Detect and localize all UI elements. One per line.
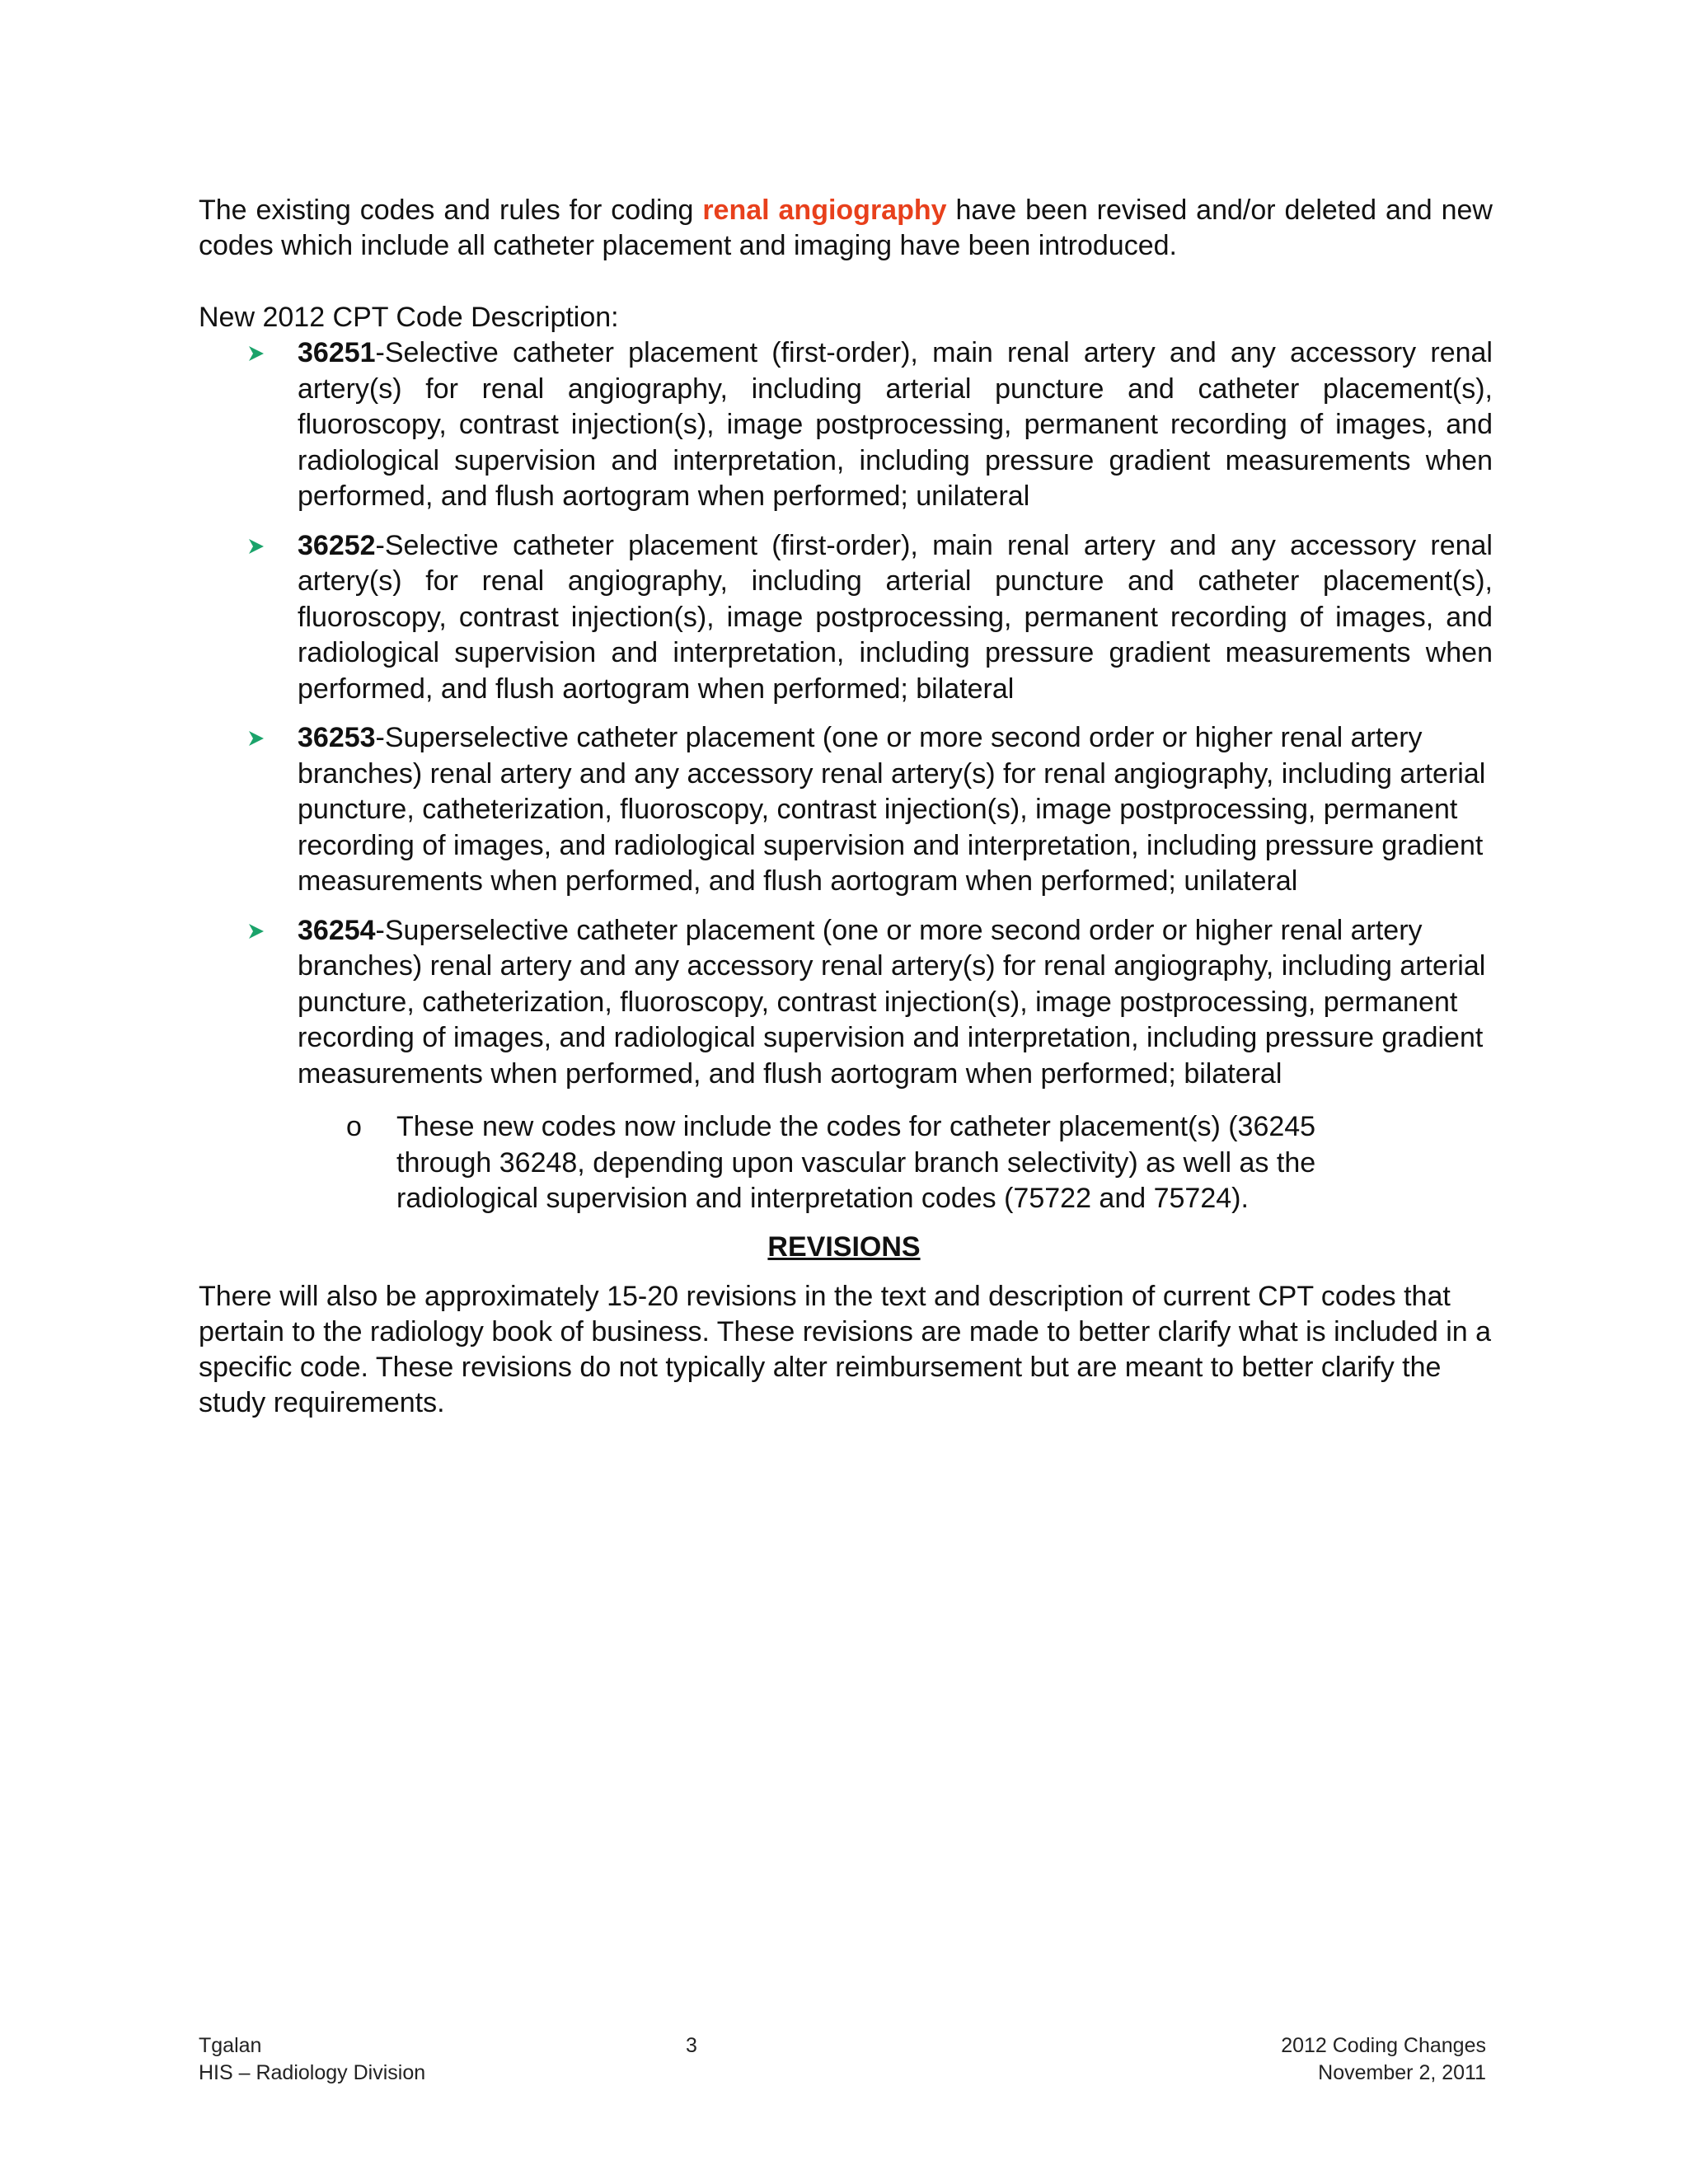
arrow-bullet-icon bbox=[247, 344, 265, 363]
cpt-code-description: -Superselective catheter placement (one or more second order or higher renal artery branches) renal artery and any accessory renal artery(s) for renal angiography, including arterial puncture, catheterization, fluoroscopy, contrast injection(s), image postprocessing, permanent recording of images, and radiological supervision and interpretation, including pressure gradient measurements when performed, and flush aortogram when performed; bilateral bbox=[298, 914, 1486, 1090]
note-list bbox=[346, 1109, 1418, 1217]
footer-left bbox=[199, 2032, 425, 2087]
cpt-code-description: -Superselective catheter placement (one or more second order or higher renal artery branches) renal artery and any accessory renal artery(s) for renal angiography, including arterial puncture, catheterization, fluoroscopy, contrast injection(s), image postprocessing, permanent recording of images, and radiological supervision and interpretation, including pressure gradient measurements when performed, and flush aortogram when performed; unilateral bbox=[298, 722, 1486, 897]
intro-highlight: renal angiography bbox=[702, 194, 947, 226]
note-text: These new codes now include the codes for catheter placement(s) (36245 through 36248, depending upon vascular branch selectivity) as well as the radiological supervision and interpretation codes (75722 and 75724). bbox=[396, 1111, 1316, 1214]
cpt-subheading: New 2012 CPT Code Description: bbox=[199, 302, 619, 333]
cpt-code-item bbox=[247, 528, 1493, 708]
revisions-paragraph: There will also be approximately 15-20 revisions in the text and description of current CPT codes that pertain to the radiology book of business. These revisions are made to better clarify what is included in a specific code. These revisions do not typically alter reimbursement but are meant to better clarify the study requirements. bbox=[199, 1281, 1492, 1418]
cpt-code-item bbox=[247, 335, 1493, 515]
arrow-bullet-icon bbox=[247, 729, 265, 748]
cpt-code-item bbox=[247, 913, 1493, 1093]
arrow-bullet-icon bbox=[247, 922, 265, 940]
footer-date: November 2, 2011 bbox=[1318, 2061, 1486, 2084]
cpt-code-description: -Selective catheter placement (first-order), main renal artery and any accessory renal artery(s) for renal angiography, including arterial puncture and catheter placement(s), fluoroscopy, contrast injection(s), image postprocessing, permanent recording of images, and radiological supervision and interpretation, including pressure gradient measurements when performed, and flush aortogram when performed; unilateral bbox=[298, 337, 1493, 512]
cpt-code-number: 36254 bbox=[298, 914, 376, 946]
cpt-code-number: 36253 bbox=[298, 722, 376, 753]
cpt-code-item bbox=[247, 720, 1493, 900]
arrow-bullet-icon bbox=[247, 537, 265, 555]
footer-right bbox=[1281, 2032, 1486, 2087]
intro-text-before: The existing codes and rules for coding bbox=[199, 194, 703, 226]
cpt-code-description: -Selective catheter placement (first-order), main renal artery and any accessory renal artery(s) for renal angiography, including arterial puncture and catheter placement(s), fluoroscopy, contrast injection(s), image postprocessing, permanent recording of images, and radiological supervision and interpretation, including pressure gradient measurements when performed, and flush aortogram when performed; bilateral bbox=[298, 529, 1493, 705]
footer-author: Tgalan bbox=[199, 2034, 262, 2057]
footer-division: HIS – Radiology Division bbox=[199, 2061, 426, 2084]
intro-paragraph bbox=[199, 193, 1493, 264]
circle-bullet-icon: o bbox=[346, 1111, 362, 1142]
footer-doc-title: 2012 Coding Changes bbox=[1281, 2034, 1486, 2057]
revisions-heading: REVISIONS bbox=[767, 1231, 921, 1263]
intro-text-after: have been revised and/or deleted and new codes which include all catheter placement and imaging have been introduced. bbox=[199, 194, 1493, 261]
cpt-code-number: 36251 bbox=[298, 337, 376, 368]
cpt-code-number: 36252 bbox=[298, 529, 376, 561]
cpt-code-list bbox=[247, 335, 1493, 1092]
page-number: 3 bbox=[686, 2034, 697, 2057]
note-item bbox=[346, 1109, 1418, 1217]
